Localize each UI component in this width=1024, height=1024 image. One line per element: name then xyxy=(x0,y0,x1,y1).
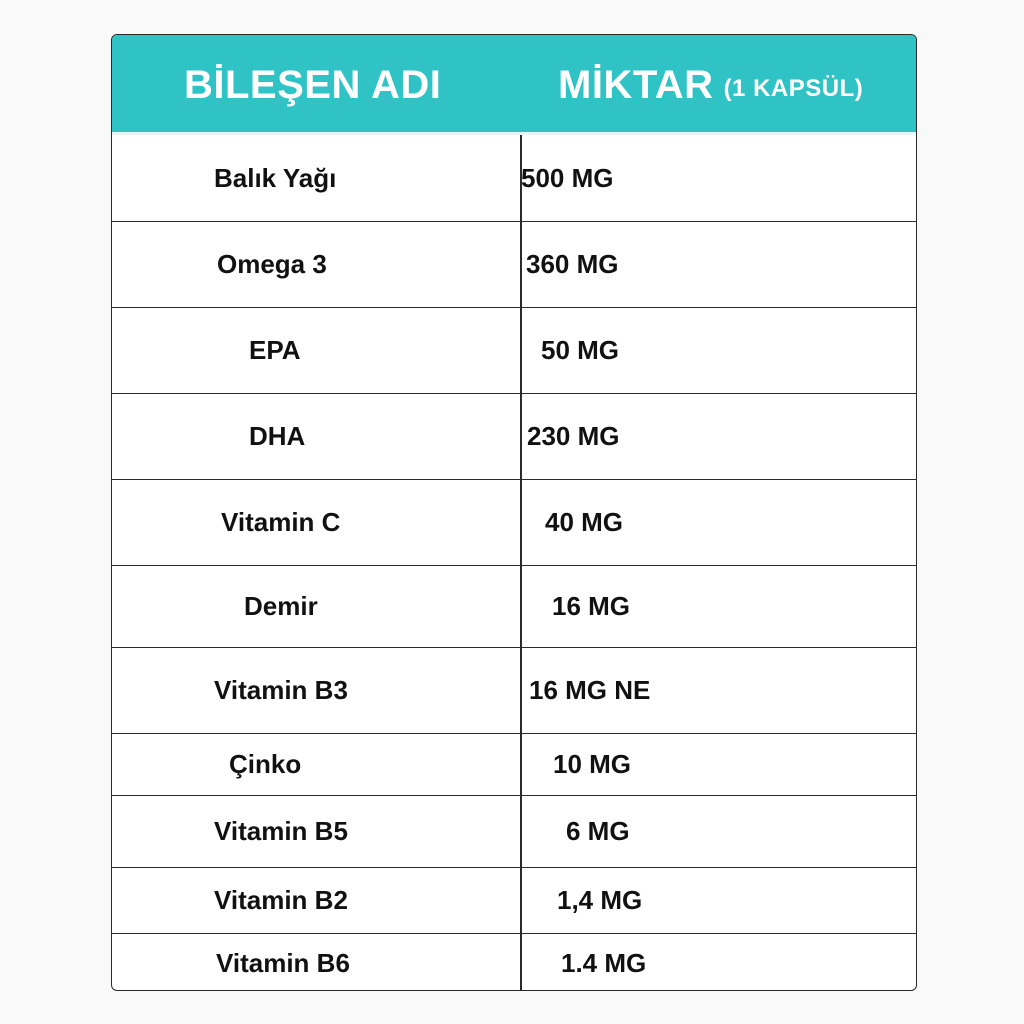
ingredient-name: Vitamin C xyxy=(221,507,341,537)
ingredient-amount: 1,4 MG xyxy=(557,885,643,915)
ingredient-name: Çinko xyxy=(229,749,302,779)
ingredient-name: Omega 3 xyxy=(217,249,327,279)
table-row xyxy=(112,307,916,393)
ingredient-name: EPA xyxy=(249,335,301,365)
ingredient-amount: 360 MG xyxy=(526,249,619,279)
header-amount xyxy=(558,35,863,135)
table-row xyxy=(112,867,916,933)
ingredient-name: Vitamin B2 xyxy=(214,885,348,915)
ingredient-name: Vitamin B6 xyxy=(216,947,350,978)
ingredient-amount: 40 MG xyxy=(545,507,624,537)
header-amount-label: MİKTAR xyxy=(558,62,714,107)
table-row xyxy=(112,565,916,647)
ingredient-amount: 1.4 MG xyxy=(561,947,647,978)
ingredient-name: Vitamin B3 xyxy=(214,675,348,705)
ingredient-amount: 16 MG NE xyxy=(529,675,651,705)
table-header xyxy=(112,35,916,135)
ingredient-amount: 500 MG xyxy=(521,162,614,193)
ingredient-name: DHA xyxy=(249,421,306,451)
table-row xyxy=(112,135,916,221)
ingredient-name: Balık Yağı xyxy=(214,162,337,193)
header-amount-sub: (1 KAPSÜL) xyxy=(723,75,864,102)
table-row xyxy=(112,733,916,795)
table-row xyxy=(112,795,916,867)
ingredient-amount: 50 MG xyxy=(541,335,620,365)
ingredient-amount: 16 MG xyxy=(552,591,631,621)
ingredients-table xyxy=(111,34,917,991)
table-row xyxy=(112,933,916,991)
ingredient-amount: 230 MG xyxy=(527,421,620,451)
ingredient-amount: 6 MG xyxy=(566,816,630,846)
ingredient-name: Vitamin B5 xyxy=(214,816,348,846)
header-name-label: BİLEŞEN ADI xyxy=(184,62,442,107)
table-row xyxy=(112,479,916,565)
table-row xyxy=(112,221,916,307)
table-row xyxy=(112,647,916,733)
ingredient-amount: 10 MG xyxy=(553,749,632,779)
ingredient-name: Demir xyxy=(244,591,318,621)
table-row xyxy=(112,393,916,479)
